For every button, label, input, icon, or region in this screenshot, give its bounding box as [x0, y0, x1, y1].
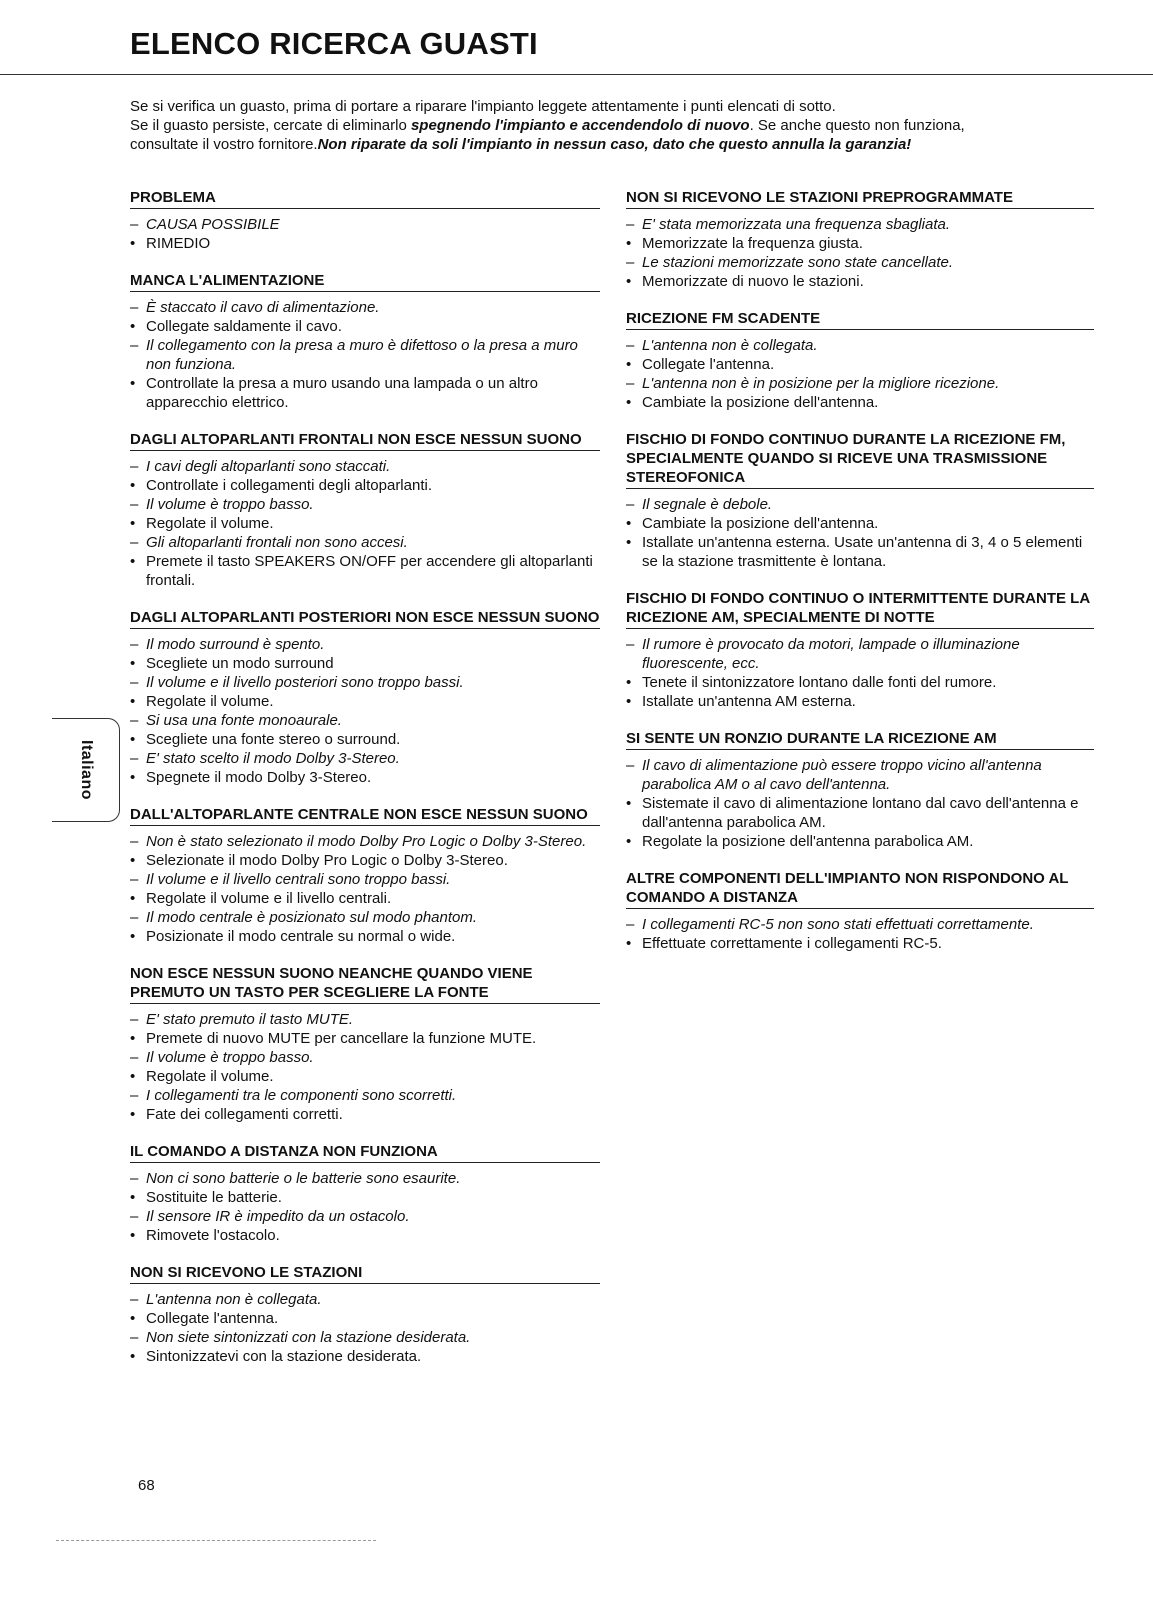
- item-text: Il collegamento con la presa a muro è difettoso o la presa a muro non funziona.: [146, 337, 578, 373]
- cause-item: [130, 673, 600, 692]
- cause-item: [626, 374, 1094, 393]
- item-text: Selezionate il modo Dolby Pro Logic o Dolby 3-Stereo.: [146, 852, 508, 869]
- bullet-marker: •: [626, 273, 632, 290]
- remedy-item: [130, 654, 600, 673]
- cause-item: [130, 298, 600, 317]
- remedy-item: [626, 832, 1094, 851]
- remedy-item: [130, 234, 600, 253]
- bullet-marker: •: [130, 769, 136, 786]
- bullet-marker: •: [130, 1310, 136, 1327]
- item-text: Il volume è troppo basso.: [146, 496, 314, 513]
- item-text: RIMEDIO: [146, 235, 211, 252]
- remedy-item: [130, 768, 600, 787]
- bullet-marker: •: [130, 693, 136, 710]
- bullet-marker: •: [626, 935, 632, 952]
- item-text: Il segnale è debole.: [642, 496, 773, 513]
- intro-line-3: [130, 135, 1090, 154]
- left-column: [130, 188, 600, 1384]
- bullet-marker: •: [130, 890, 136, 907]
- item-text: E' stata memorizzata una frequenza sbagliata.: [642, 216, 951, 233]
- item-text: Scegliete un modo surround: [146, 655, 334, 672]
- remedy-item: [626, 533, 1094, 571]
- bullet-marker: •: [130, 553, 136, 570]
- dash-marker: –: [130, 674, 139, 691]
- item-text: Il volume e il livello centrali sono troppo bassi.: [146, 871, 451, 888]
- bullet-marker: •: [130, 1227, 136, 1244]
- troubleshoot-section: [130, 964, 600, 1124]
- cause-item: [130, 1048, 600, 1067]
- dash-marker: –: [626, 375, 635, 392]
- dash-marker: –: [130, 1011, 139, 1028]
- section-heading: NON SI RICEVONO LE STAZIONI PREPROGRAMMATE: [626, 188, 1094, 209]
- intro-line-2c: . Se anche questo non funziona,: [749, 117, 965, 134]
- item-text: Il volume e il livello posteriori sono troppo bassi.: [146, 674, 464, 691]
- cause-item: [130, 495, 600, 514]
- troubleshoot-section: [130, 271, 600, 412]
- dash-marker: –: [130, 1291, 139, 1308]
- item-text: Non siete sintonizzati con la stazione desiderata.: [146, 1329, 471, 1346]
- item-text: Regolate il volume.: [146, 693, 274, 710]
- cause-item: [626, 756, 1094, 794]
- dash-marker: –: [130, 1049, 139, 1066]
- item-text: Memorizzate la frequenza giusta.: [642, 235, 863, 252]
- item-text: Premete di nuovo MUTE per cancellare la funzione MUTE.: [146, 1030, 537, 1047]
- item-text: È staccato il cavo di alimentazione.: [146, 299, 380, 316]
- item-text: Regolate il volume e il livello centrali.: [146, 890, 392, 907]
- dash-marker: –: [130, 871, 139, 888]
- cause-item: [130, 870, 600, 889]
- remedy-item: [130, 730, 600, 749]
- section-heading: PROBLEMA: [130, 188, 600, 209]
- cause-item: [130, 215, 600, 234]
- cause-item: [626, 495, 1094, 514]
- remedy-item: [130, 476, 600, 495]
- dash-marker: –: [130, 636, 139, 653]
- item-text: Istallate un'antenna AM esterna.: [642, 693, 856, 710]
- cause-item: [626, 635, 1094, 673]
- cause-item: [626, 336, 1094, 355]
- section-heading: ALTRE COMPONENTI DELL'IMPIANTO NON RISPONDONO AL COMANDO A DISTANZA: [626, 869, 1094, 909]
- cause-item: [130, 749, 600, 768]
- intro-text: [130, 97, 1090, 154]
- intro-emphasis-1: spegnendo l'impianto e accendendolo di nuovo: [410, 117, 750, 134]
- cause-item: [626, 215, 1094, 234]
- right-column: [626, 188, 1094, 971]
- bullet-marker: •: [626, 534, 632, 551]
- remedy-item: [130, 1309, 600, 1328]
- item-text: Regolate il volume.: [146, 1068, 274, 1085]
- item-text: E' stato scelto il modo Dolby 3-Stereo.: [146, 750, 400, 767]
- dash-marker: –: [626, 636, 635, 653]
- intro-emphasis-2: Non riparate da soli l'impianto in nessun caso, dato che questo annulla la garanzia!: [317, 136, 912, 153]
- bullet-marker: •: [130, 1068, 136, 1085]
- troubleshoot-section: [626, 869, 1094, 953]
- remedy-item: [130, 1347, 600, 1366]
- dash-marker: –: [130, 299, 139, 316]
- item-text: Scegliete una fonte stereo o surround.: [146, 731, 401, 748]
- section-heading: RICEZIONE FM SCADENTE: [626, 309, 1094, 330]
- item-text: Le stazioni memorizzate sono state cancellate.: [642, 254, 953, 271]
- item-text: Rimovete l'ostacolo.: [146, 1227, 280, 1244]
- cause-item: [130, 533, 600, 552]
- intro-line-2: [130, 116, 1090, 135]
- cause-item: [130, 635, 600, 654]
- item-text: I collegamenti tra le componenti sono scorretti.: [146, 1087, 457, 1104]
- item-text: Collegate saldamente il cavo.: [146, 318, 342, 335]
- troubleshoot-section: [130, 1142, 600, 1245]
- bullet-marker: •: [130, 1189, 136, 1206]
- remedy-item: [626, 692, 1094, 711]
- remedy-item: [626, 393, 1094, 412]
- section-heading: FISCHIO DI FONDO CONTINUO DURANTE LA RICEZIONE FM, SPECIALMENTE QUANDO SI RICEVE UNA TRASMISSIONE STEREOFONICA: [626, 430, 1094, 489]
- remedy-item: [130, 889, 600, 908]
- cause-item: [130, 1010, 600, 1029]
- page-number: 68: [138, 1477, 155, 1494]
- item-text: Regolate il volume.: [146, 515, 274, 532]
- remedy-item: [130, 851, 600, 870]
- page-title: ELENCO RICERCA GUASTI: [130, 26, 538, 61]
- bullet-marker: •: [130, 1030, 136, 1047]
- bullet-marker: •: [130, 515, 136, 532]
- cause-item: [130, 457, 600, 476]
- section-heading: NON SI RICEVONO LE STAZIONI: [130, 1263, 600, 1284]
- item-text: Sistemate il cavo di alimentazione lontano dal cavo dell'antenna e dall'antenna parabolica AM.: [642, 795, 1079, 831]
- troubleshoot-section: [130, 1263, 600, 1366]
- dash-marker: –: [626, 337, 635, 354]
- remedy-item: [130, 317, 600, 336]
- remedy-item: [130, 1067, 600, 1086]
- cause-item: [130, 832, 600, 851]
- item-text: Sostituite le batterie.: [146, 1189, 282, 1206]
- dash-marker: –: [130, 1329, 139, 1346]
- item-text: Controllate i collegamenti degli altoparlanti.: [146, 477, 432, 494]
- cause-item: [626, 915, 1094, 934]
- bullet-marker: •: [130, 318, 136, 335]
- bullet-marker: •: [626, 235, 632, 252]
- bullet-marker: •: [130, 852, 136, 869]
- bullet-marker: •: [626, 356, 632, 373]
- bullet-marker: •: [626, 693, 632, 710]
- cause-item: [130, 711, 600, 730]
- section-heading: MANCA L'ALIMENTAZIONE: [130, 271, 600, 292]
- cause-item: [130, 1086, 600, 1105]
- remedy-item: [130, 1226, 600, 1245]
- item-text: I cavi degli altoparlanti sono staccati.: [146, 458, 391, 475]
- section-heading: SI SENTE UN RONZIO DURANTE LA RICEZIONE AM: [626, 729, 1094, 750]
- bullet-marker: •: [130, 375, 136, 392]
- item-text: Spegnete il modo Dolby 3-Stereo.: [146, 769, 372, 786]
- cause-item: [130, 1328, 600, 1347]
- dash-marker: –: [626, 757, 635, 774]
- remedy-item: [626, 794, 1094, 832]
- section-heading: DAGLI ALTOPARLANTI POSTERIORI NON ESCE NESSUN SUONO: [130, 608, 600, 629]
- bullet-marker: •: [130, 235, 136, 252]
- troubleshoot-section: [130, 188, 600, 253]
- item-text: L'antenna non è collegata.: [146, 1291, 322, 1308]
- cause-item: [130, 1290, 600, 1309]
- item-text: Il rumore è provocato da motori, lampade o illuminazione fluorescente, ecc.: [642, 636, 1020, 672]
- item-text: Cambiate la posizione dell'antenna.: [642, 515, 879, 532]
- item-text: Il volume è troppo basso.: [146, 1049, 314, 1066]
- item-text: Sintonizzatevi con la stazione desiderata.: [146, 1348, 422, 1365]
- bullet-marker: •: [626, 394, 632, 411]
- dash-marker: –: [130, 1087, 139, 1104]
- dash-marker: –: [130, 534, 139, 551]
- item-text: Effettuate correttamente i collegamenti RC-5.: [642, 935, 942, 952]
- dash-marker: –: [130, 216, 139, 233]
- item-text: Collegate l'antenna.: [146, 1310, 279, 1327]
- item-text: Posizionate il modo centrale su normal o wide.: [146, 928, 456, 945]
- bullet-marker: •: [626, 795, 632, 812]
- troubleshoot-section: [626, 589, 1094, 711]
- item-text: Cambiate la posizione dell'antenna.: [642, 394, 879, 411]
- troubleshoot-section: [626, 188, 1094, 291]
- remedy-item: [626, 272, 1094, 291]
- item-text: Il modo surround è spento.: [146, 636, 325, 653]
- cause-item: [130, 336, 600, 374]
- remedy-item: [130, 514, 600, 533]
- title-divider: [0, 74, 1153, 75]
- bullet-marker: •: [626, 833, 632, 850]
- remedy-item: [130, 552, 600, 590]
- dash-marker: –: [130, 496, 139, 513]
- cause-item: [130, 1207, 600, 1226]
- dash-marker: –: [130, 337, 139, 354]
- dash-marker: –: [626, 216, 635, 233]
- dash-marker: –: [130, 1208, 139, 1225]
- troubleshoot-section: [130, 805, 600, 946]
- item-text: Fate dei collegamenti corretti.: [146, 1106, 343, 1123]
- dash-marker: –: [130, 712, 139, 729]
- bullet-marker: •: [626, 515, 632, 532]
- remedy-item: [626, 514, 1094, 533]
- section-heading: FISCHIO DI FONDO CONTINUO O INTERMITTENTE DURANTE LA RICEZIONE AM, SPECIALMENTE DI NOTTE: [626, 589, 1094, 629]
- dash-marker: –: [626, 496, 635, 513]
- remedy-item: [130, 1029, 600, 1048]
- intro-line-1: Se si verifica un guasto, prima di portare a riparare l'impianto leggete attentamente i punti elencati di sotto.: [130, 98, 836, 115]
- section-heading: DALL'ALTOPARLANTE CENTRALE NON ESCE NESSUN SUONO: [130, 805, 600, 826]
- item-text: Memorizzate di nuovo le stazioni.: [642, 273, 864, 290]
- remedy-item: [626, 234, 1094, 253]
- item-text: CAUSA POSSIBILE: [146, 216, 280, 233]
- section-heading: DAGLI ALTOPARLANTI FRONTALI NON ESCE NESSUN SUONO: [130, 430, 600, 451]
- item-text: Si usa una fonte monoaurale.: [146, 712, 342, 729]
- remedy-item: [130, 1188, 600, 1207]
- cause-item: [626, 253, 1094, 272]
- intro-line-2a: Se il guasto persiste, cercate di eliminarlo: [130, 117, 411, 134]
- item-text: Il cavo di alimentazione può essere troppo vicino all'antenna parabolica AM o al cavo dell'antenna.: [642, 757, 1042, 793]
- dash-marker: –: [130, 833, 139, 850]
- item-text: Tenete il sintonizzatore lontano dalle fonti del rumore.: [642, 674, 997, 691]
- item-text: L'antenna non è in posizione per la migliore ricezione.: [642, 375, 1000, 392]
- dash-marker: –: [130, 1170, 139, 1187]
- remedy-item: [130, 927, 600, 946]
- bullet-marker: •: [130, 1106, 136, 1123]
- item-text: Gli altoparlanti frontali non sono accesi.: [146, 534, 408, 551]
- item-text: Il sensore IR è impedito da un ostacolo.: [146, 1208, 410, 1225]
- bullet-marker: •: [130, 928, 136, 945]
- item-text: I collegamenti RC-5 non sono stati effettuati correttamente.: [642, 916, 1034, 933]
- cause-item: [130, 908, 600, 927]
- item-text: Istallate un'antenna esterna. Usate un'antenna di 3, 4 o 5 elementi se la stazione trasmittente è lontana.: [642, 534, 1083, 570]
- scan-artifact: [56, 1540, 376, 1541]
- item-text: Non ci sono batterie o le batterie sono esaurite.: [146, 1170, 461, 1187]
- cause-item: [130, 1169, 600, 1188]
- bullet-marker: •: [130, 1348, 136, 1365]
- item-text: L'antenna non è collegata.: [642, 337, 818, 354]
- section-heading: NON ESCE NESSUN SUONO NEANCHE QUANDO VIENE PREMUTO UN TASTO PER SCEGLIERE LA FONTE: [130, 964, 600, 1004]
- troubleshoot-section: [626, 729, 1094, 851]
- troubleshoot-section: [130, 430, 600, 590]
- item-text: Non è stato selezionato il modo Dolby Pro Logic o Dolby 3-Stereo.: [146, 833, 587, 850]
- bullet-marker: •: [626, 674, 632, 691]
- section-heading: IL COMANDO A DISTANZA NON FUNZIONA: [130, 1142, 600, 1163]
- item-text: Controllate la presa a muro usando una lampada o un altro apparecchio elettrico.: [146, 375, 538, 411]
- dash-marker: –: [626, 254, 635, 271]
- remedy-item: [626, 673, 1094, 692]
- item-text: Regolate la posizione dell'antenna parabolica AM.: [642, 833, 974, 850]
- troubleshoot-section: [626, 309, 1094, 412]
- intro-line-3a: consultate il vostro fornitore.: [130, 136, 318, 153]
- remedy-item: [626, 355, 1094, 374]
- bullet-marker: •: [130, 655, 136, 672]
- remedy-item: [130, 692, 600, 711]
- dash-marker: –: [130, 750, 139, 767]
- remedy-item: [130, 1105, 600, 1124]
- language-tab-label: Italiano: [78, 739, 95, 801]
- item-text: E' stato premuto il tasto MUTE.: [146, 1011, 354, 1028]
- remedy-item: [626, 934, 1094, 953]
- bullet-marker: •: [130, 477, 136, 494]
- bullet-marker: •: [130, 731, 136, 748]
- troubleshoot-section: [130, 608, 600, 787]
- dash-marker: –: [626, 916, 635, 933]
- item-text: Premete il tasto SPEAKERS ON/OFF per accendere gli altoparlanti frontali.: [146, 553, 593, 589]
- item-text: Il modo centrale è posizionato sul modo phantom.: [146, 909, 478, 926]
- dash-marker: –: [130, 909, 139, 926]
- remedy-item: [130, 374, 600, 412]
- item-text: Collegate l'antenna.: [642, 356, 775, 373]
- troubleshoot-section: [626, 430, 1094, 571]
- dash-marker: –: [130, 458, 139, 475]
